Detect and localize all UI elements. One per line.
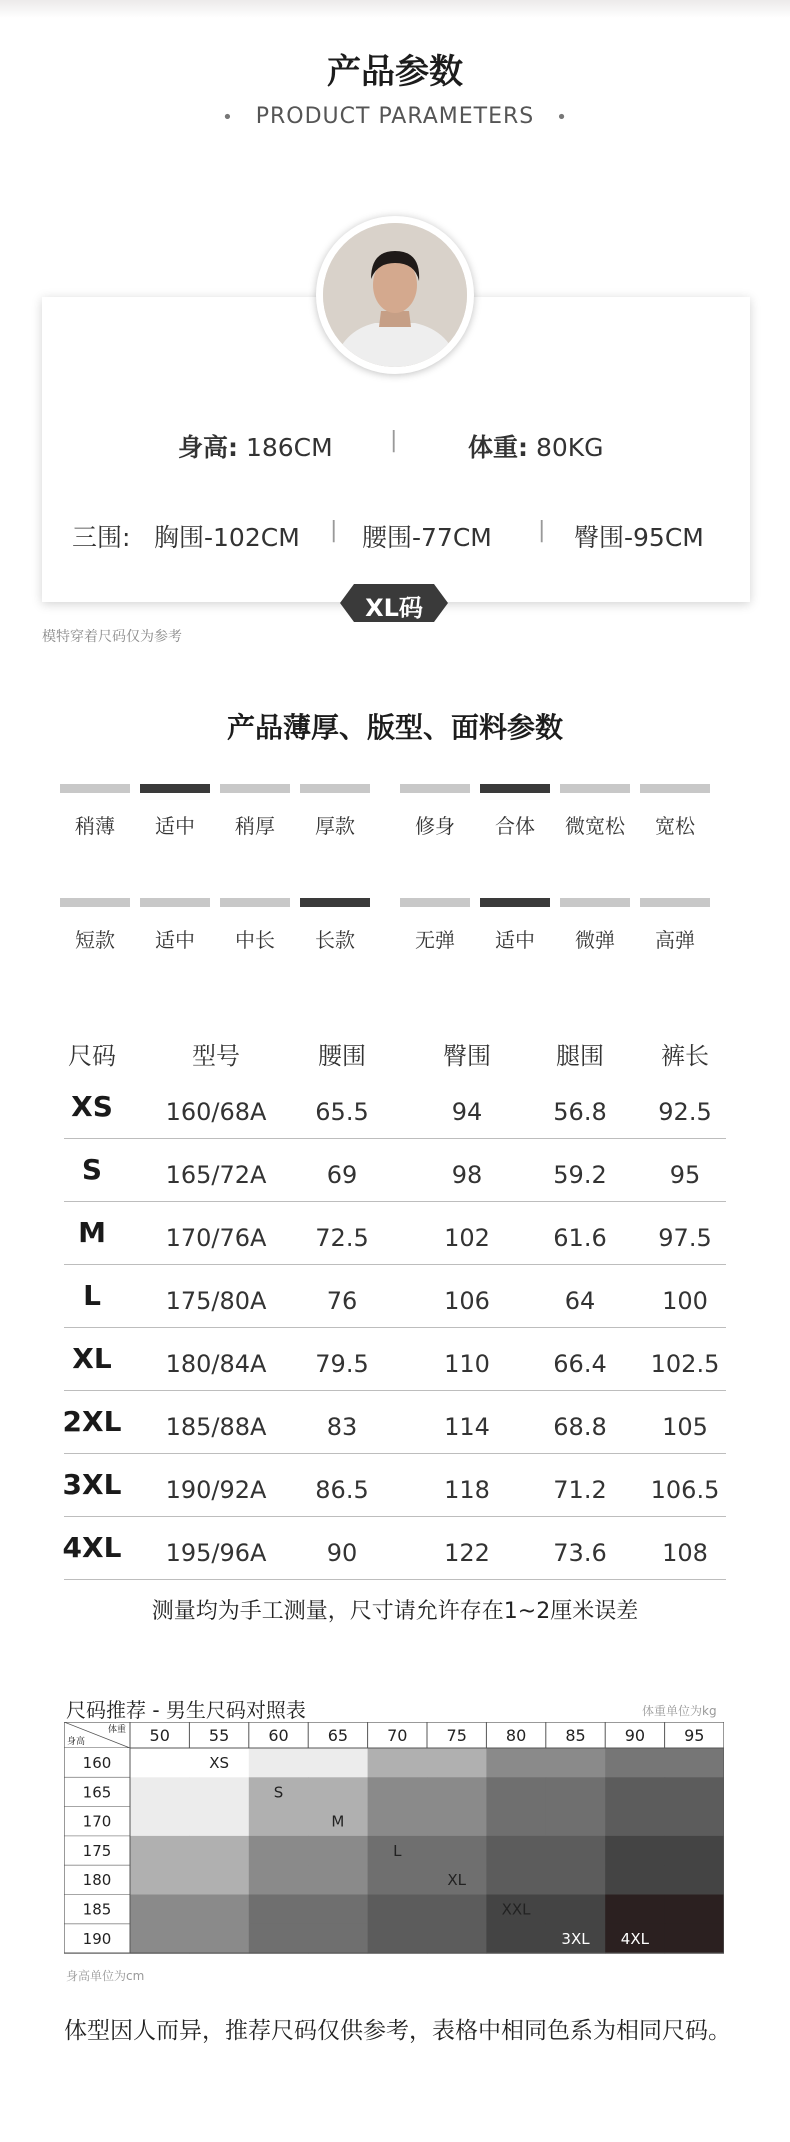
- size-label-mark: XL: [447, 1871, 467, 1890]
- grid-cell: [427, 1836, 487, 1866]
- table-cell: 105: [662, 1413, 708, 1441]
- fabric-bar: [640, 898, 710, 907]
- table-cell: 102.5: [650, 1350, 720, 1378]
- grid-cell: [427, 1895, 487, 1925]
- hip-measure: 臀围-95CM: [574, 523, 704, 552]
- size-label-mark: L: [393, 1841, 402, 1860]
- grid-cell: [189, 1836, 249, 1866]
- grid-cell: [249, 1865, 309, 1895]
- table-header-cell: 腰围: [318, 1042, 366, 1070]
- fabric-option-label: 合体: [495, 814, 535, 838]
- grid-cell: [249, 1924, 309, 1954]
- table-row-divider: [64, 1579, 726, 1580]
- grid-cell: [130, 1836, 190, 1866]
- corner-weight-label: 体重: [107, 1725, 126, 1735]
- measurements-label: 三围:: [72, 523, 131, 552]
- grid-cell: [308, 1895, 368, 1925]
- table-cell: 68.8: [553, 1413, 607, 1441]
- grid-cell: [189, 1895, 249, 1925]
- weight-header: 50: [149, 1726, 170, 1745]
- weight-header: 60: [268, 1726, 289, 1745]
- table-cell: 185/88A: [165, 1413, 267, 1441]
- height-label: 185: [82, 1900, 112, 1919]
- table-cell: 71.2: [553, 1476, 607, 1504]
- grid-cell: [486, 1777, 546, 1807]
- table-cell: 72.5: [315, 1224, 369, 1252]
- grid-cell: [427, 1777, 487, 1807]
- grid-cell: [249, 1807, 309, 1837]
- table-cell: 106: [444, 1287, 490, 1315]
- grid-cell: [249, 1836, 309, 1866]
- grid-cell: [665, 1836, 724, 1866]
- table-cell: 64: [564, 1287, 596, 1315]
- table-cell: 59.2: [553, 1161, 607, 1189]
- weight-unit-note: 体重单位为kg: [642, 1704, 717, 1718]
- grid-cell: [427, 1924, 487, 1954]
- size-label-mark: 3XL: [561, 1929, 590, 1948]
- fabric-bar-selected: [480, 784, 550, 793]
- weight-header: 70: [387, 1726, 408, 1745]
- grid-cell: [368, 1924, 428, 1954]
- grid-cell: [605, 1777, 665, 1807]
- grid-cell: [665, 1865, 724, 1895]
- height-label: 175: [82, 1841, 112, 1860]
- grid-cell: [546, 1777, 606, 1807]
- grid-cell: [308, 1836, 368, 1866]
- table-cell: 180/84A: [165, 1350, 267, 1378]
- grid-cell: [130, 1895, 190, 1925]
- grid-cell: [605, 1895, 665, 1925]
- table-cell: 100: [662, 1287, 708, 1315]
- model-photo: [323, 223, 467, 367]
- table-row-divider: [64, 1201, 726, 1202]
- bullet-dot: •: [556, 107, 568, 128]
- table-cell: 83: [326, 1413, 358, 1441]
- fabric-option-label: 无弹: [415, 928, 455, 952]
- height-label: 180: [82, 1871, 112, 1890]
- grid-cell: [486, 1807, 546, 1837]
- grid-cell: [665, 1807, 724, 1837]
- grid-cell: [249, 1748, 309, 1778]
- grid-cell: [605, 1748, 665, 1778]
- table-cell: 56.8: [553, 1098, 607, 1126]
- fabric-bar: [60, 898, 130, 907]
- table-row-divider: [64, 1453, 726, 1454]
- table-cell: 66.4: [553, 1350, 607, 1378]
- grid-cell: [427, 1807, 487, 1837]
- table-cell: 175/80A: [165, 1287, 267, 1315]
- grid-cell: [130, 1865, 190, 1895]
- fabric-bar-selected: [480, 898, 550, 907]
- grid-cell: [546, 1807, 606, 1837]
- weight-header: 65: [327, 1726, 349, 1745]
- grid-cell: [189, 1865, 249, 1895]
- height-spec: 身高: 186CM: [178, 433, 333, 462]
- fabric-option-label: 适中: [495, 928, 535, 952]
- table-cell: 114: [444, 1413, 490, 1441]
- fabric-bar: [60, 784, 130, 793]
- fabric-option-label: 中长: [235, 928, 275, 952]
- grid-cell: [486, 1865, 546, 1895]
- bullet-dot: •: [222, 107, 234, 128]
- grid-cell: [308, 1865, 368, 1895]
- table-cell: 92.5: [658, 1098, 712, 1126]
- fabric-params-title: 产品薄厚、版型、面料参数: [226, 711, 563, 744]
- fabric-option-label: 稍厚: [235, 814, 275, 838]
- table-header-cell: 臀围: [443, 1042, 491, 1070]
- grid-cell: [605, 1865, 665, 1895]
- grid-cell: [189, 1777, 249, 1807]
- grid-cell: [486, 1924, 546, 1954]
- size-label: 4XL: [62, 1531, 122, 1564]
- fabric-bar: [400, 898, 470, 907]
- grid-cell: [130, 1924, 190, 1954]
- size-label-mark: S: [273, 1783, 284, 1802]
- table-cell: 69: [326, 1161, 358, 1189]
- grid-cell: [546, 1865, 606, 1895]
- table-cell: 190/92A: [165, 1476, 267, 1504]
- table-cell: 122: [444, 1539, 490, 1567]
- table-cell: 160/68A: [165, 1098, 267, 1126]
- height-label: 160: [82, 1754, 112, 1772]
- grid-cell: [665, 1924, 724, 1954]
- table-row-divider: [64, 1516, 726, 1517]
- table-cell: 86.5: [315, 1476, 369, 1504]
- weight-spec: 体重: 80KG: [468, 433, 604, 462]
- table-header-cell: 尺码: [68, 1042, 116, 1070]
- recommend-disclaimer: 体型因人而异，推荐尺码仅供参考，表格中相同色系为相同尺码。: [64, 2018, 731, 2044]
- fabric-option-label: 适中: [155, 814, 195, 838]
- height-label: 165: [82, 1783, 112, 1802]
- size-label-mark: 4XL: [620, 1929, 649, 1948]
- size-label: XL: [72, 1342, 112, 1375]
- page-subtitle: [0, 104, 790, 129]
- grid-cell: [546, 1895, 606, 1925]
- fabric-bar-selected: [300, 898, 370, 907]
- fabric-bar: [220, 898, 290, 907]
- grid-cell: [308, 1924, 368, 1954]
- fabric-bar: [640, 784, 710, 793]
- size-recommend-grid: [64, 1722, 724, 1962]
- size-label: 2XL: [62, 1405, 122, 1438]
- table-cell: 98: [451, 1161, 483, 1189]
- size-label: S: [81, 1153, 103, 1186]
- height-label: 190: [82, 1929, 112, 1948]
- grid-cell: [486, 1836, 546, 1866]
- grid-cell: [368, 1895, 428, 1925]
- size-recommend-title: 尺码推荐 - 男生尺码对照表: [66, 1698, 306, 1722]
- grid-cell: [486, 1748, 546, 1778]
- fabric-option-label: 微宽松: [565, 814, 625, 838]
- size-badge: [340, 584, 448, 622]
- spec-divider: |: [538, 518, 546, 543]
- fabric-option-label: 修身: [415, 814, 455, 838]
- grid-cell: [368, 1748, 428, 1778]
- grid-cell: [605, 1836, 665, 1866]
- table-cell: 118: [444, 1476, 490, 1504]
- grid-cell: [368, 1865, 428, 1895]
- size-label: L: [83, 1279, 101, 1312]
- grid-cell: [130, 1748, 190, 1778]
- fabric-option-label: 微弹: [575, 928, 615, 952]
- chest-measure: 胸围-102CM: [154, 523, 300, 552]
- grid-cell: [427, 1748, 487, 1778]
- grid-cell: [130, 1807, 190, 1837]
- height-unit-note: 身高单位为cm: [66, 1969, 145, 1983]
- fabric-bar: [300, 784, 370, 793]
- size-badge-text: XL码: [365, 594, 423, 622]
- weight-header: 95: [684, 1726, 705, 1745]
- weight-header: 80: [505, 1726, 527, 1745]
- table-cell: 108: [662, 1539, 708, 1567]
- fabric-option-label: 长款: [315, 928, 355, 952]
- size-label: XS: [71, 1090, 113, 1123]
- table-cell: 61.6: [553, 1224, 607, 1252]
- fabric-option-label: 短款: [75, 928, 115, 952]
- size-label-mark: XS: [209, 1754, 230, 1772]
- table-cell: 165/72A: [165, 1161, 267, 1189]
- table-cell: 79.5: [315, 1350, 369, 1378]
- page-title: 产品参数: [327, 52, 463, 92]
- grid-cell: [189, 1807, 249, 1837]
- corner-height-label: 身高: [67, 1737, 86, 1747]
- size-label: 3XL: [62, 1468, 122, 1501]
- fabric-bar: [400, 784, 470, 793]
- fabric-option-label: 厚款: [315, 814, 355, 838]
- waist-measure: 腰围-77CM: [362, 523, 492, 552]
- measurement-note: 测量均为手工测量，尺寸请允许存在1~2厘米误差: [151, 1599, 639, 1624]
- table-cell: 106.5: [650, 1476, 720, 1504]
- grid-cell: [665, 1895, 724, 1925]
- height-label: 170: [82, 1812, 112, 1831]
- grid-cell: [605, 1807, 665, 1837]
- table-header-cell: 型号: [192, 1042, 240, 1070]
- grid-cell: [249, 1895, 309, 1925]
- subtitle-text: PRODUCT PARAMETERS: [255, 104, 535, 129]
- fabric-bar: [140, 898, 210, 907]
- size-label: M: [78, 1216, 106, 1249]
- fabric-bar: [560, 898, 630, 907]
- table-header-cell: 裤长: [661, 1042, 709, 1070]
- table-cell: 102: [444, 1224, 490, 1252]
- table-cell: 94: [451, 1098, 483, 1126]
- grid-cell: [665, 1777, 724, 1807]
- grid-cell: [546, 1748, 606, 1778]
- grid-cell: [189, 1924, 249, 1954]
- size-label-mark: M: [331, 1812, 345, 1831]
- spec-divider: |: [330, 518, 338, 543]
- fabric-bar-selected: [140, 784, 210, 793]
- table-cell: 110: [444, 1350, 490, 1378]
- fabric-option-label: 宽松: [655, 814, 695, 838]
- table-row-divider: [64, 1264, 726, 1265]
- spec-divider: |: [390, 428, 398, 453]
- table-cell: 65.5: [315, 1098, 369, 1126]
- table-cell: 195/96A: [165, 1539, 267, 1567]
- grid-cell: [368, 1777, 428, 1807]
- top-shadow-bar: [0, 0, 790, 18]
- grid-cell: [308, 1748, 368, 1778]
- table-cell: 90: [326, 1539, 358, 1567]
- table-row-divider: [64, 1138, 726, 1139]
- table-cell: 95: [669, 1161, 701, 1189]
- size-label-mark: XXL: [501, 1900, 531, 1919]
- weight-header: 85: [565, 1726, 586, 1745]
- table-header-cell: 腿围: [556, 1042, 604, 1070]
- weight-header: 90: [624, 1726, 646, 1745]
- table-cell: 97.5: [658, 1224, 712, 1252]
- table-row-divider: [64, 1327, 726, 1328]
- table-row-divider: [64, 1390, 726, 1391]
- fabric-option-label: 稍薄: [75, 814, 115, 838]
- grid-cell: [308, 1777, 368, 1807]
- fabric-bar: [220, 784, 290, 793]
- fabric-option-label: 高弹: [655, 928, 695, 952]
- fabric-option-label: 适中: [155, 928, 195, 952]
- grid-cell: [368, 1807, 428, 1837]
- grid-cell: [546, 1836, 606, 1866]
- grid-cell: [665, 1748, 724, 1778]
- model-avatar: [316, 216, 474, 374]
- table-cell: 170/76A: [165, 1224, 267, 1252]
- weight-header: 75: [446, 1726, 467, 1745]
- table-cell: 73.6: [553, 1539, 607, 1567]
- fabric-bar: [560, 784, 630, 793]
- model-size-note: 模特穿着尺码仅为参考: [42, 629, 182, 645]
- table-cell: 76: [326, 1287, 358, 1315]
- grid-cell: [130, 1777, 190, 1807]
- weight-header: 55: [208, 1726, 230, 1745]
